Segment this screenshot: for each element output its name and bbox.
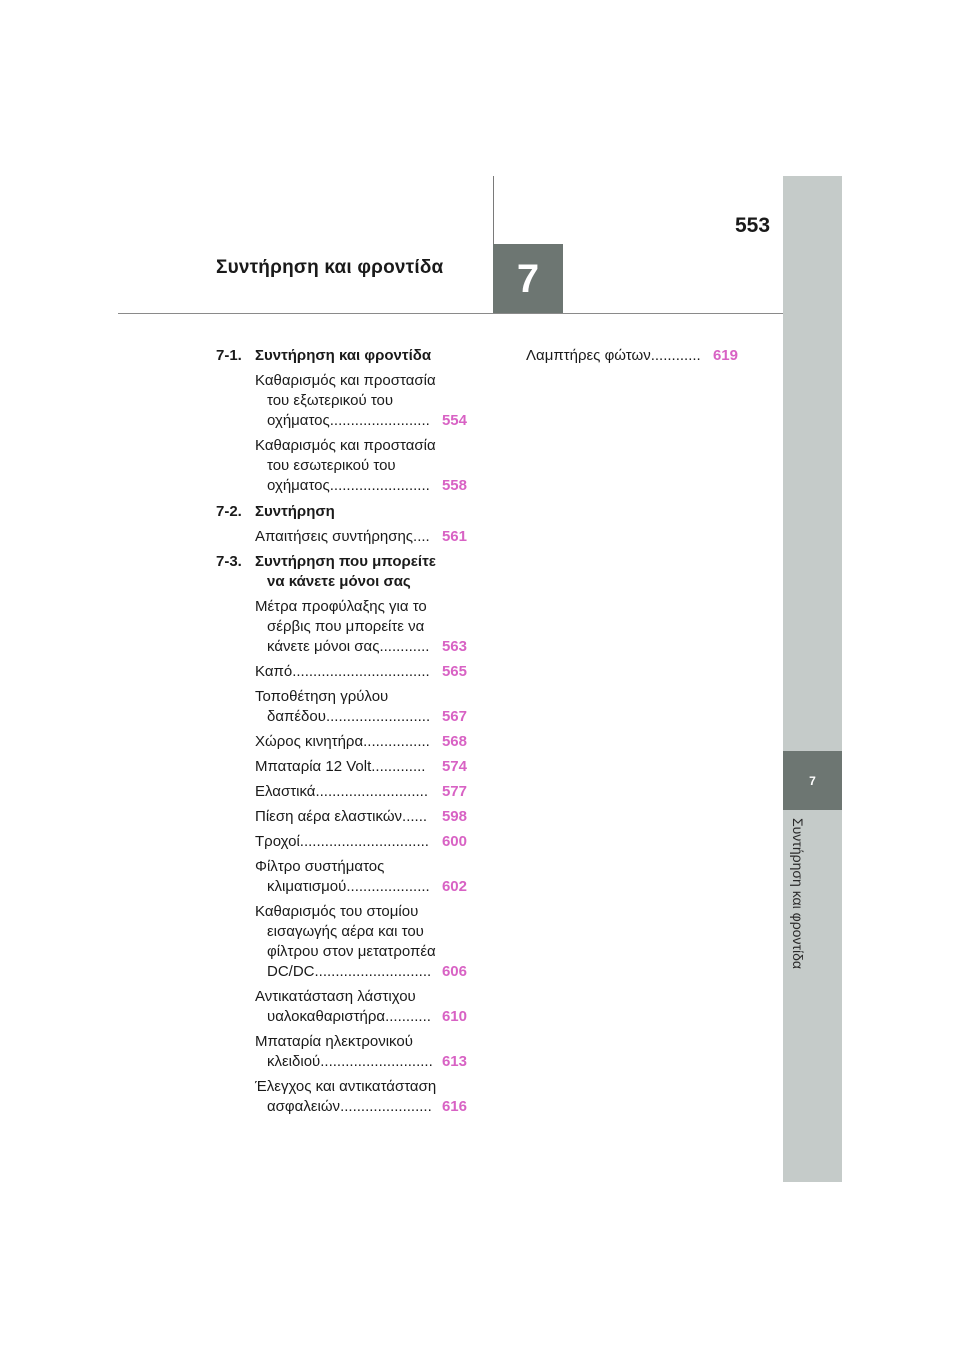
- entry-text-line: Μπαταρία ηλεκτρονικού: [255, 1033, 413, 1050]
- chapter-title: Συντήρηση και φροντίδα: [216, 257, 444, 278]
- leader-dots: ............: [379, 638, 430, 655]
- toc-section-7-3[interactable]: [216, 552, 436, 592]
- page-ref[interactable]: 568: [441, 733, 467, 750]
- entry-text-line: του εσωτερικού του: [267, 457, 396, 474]
- toc-entry-606[interactable]: [255, 902, 467, 982]
- page-ref[interactable]: 616: [441, 1098, 467, 1115]
- entry-text-line: DC/DC: [267, 963, 315, 980]
- section-title: Συντήρηση που μπορείτε: [255, 553, 436, 570]
- toc-entry-567[interactable]: [255, 687, 467, 727]
- page-ref[interactable]: 577: [441, 783, 467, 800]
- toc-section-7-2[interactable]: [216, 502, 335, 522]
- entry-text-line: υαλοκαθαριστήρα: [267, 1008, 386, 1025]
- toc-entry-610[interactable]: [255, 987, 467, 1027]
- page-ref[interactable]: 574: [441, 758, 467, 775]
- side-tab-number-box[interactable]: [783, 751, 842, 810]
- page-ref[interactable]: 600: [441, 833, 467, 850]
- leader-dots: ............: [650, 347, 701, 364]
- entry-text-line: οχήματος: [267, 477, 330, 494]
- page-ref[interactable]: 563: [441, 638, 467, 655]
- entry-text-line: Μέτρα προφύλαξης για το: [255, 598, 427, 615]
- leader-dots: ................: [363, 733, 430, 750]
- toc-entry-563[interactable]: [255, 597, 467, 657]
- leader-dots: .........................: [325, 708, 431, 725]
- toc-entry-598[interactable]: [255, 807, 467, 827]
- section-number: 7-3.: [216, 553, 242, 570]
- page-ref[interactable]: 602: [441, 878, 467, 895]
- toc-entry-565[interactable]: [255, 662, 467, 682]
- leader-dots: ...............................: [299, 833, 429, 850]
- page-ref[interactable]: 554: [441, 412, 467, 429]
- toc-entry-616[interactable]: [255, 1077, 467, 1117]
- toc-entry-600[interactable]: [255, 832, 467, 852]
- toc-section-7-1[interactable]: [216, 346, 431, 366]
- leader-dots: .............: [371, 758, 426, 775]
- toc-entry-613[interactable]: [255, 1032, 467, 1072]
- page-ref[interactable]: 619: [712, 347, 738, 364]
- section-number: 7-1.: [216, 347, 242, 364]
- toc-entry-554[interactable]: [255, 371, 467, 431]
- header-vertical-divider: [493, 176, 494, 246]
- entry-text-line: φίλτρου στον μετατροπέα: [267, 943, 436, 960]
- entry-text-line: του εξωτερικού του: [267, 392, 394, 409]
- page-ref[interactable]: 606: [441, 963, 467, 980]
- page-ref[interactable]: 567: [441, 708, 467, 725]
- entry-text-line: εισαγωγής αέρα και του: [267, 923, 424, 940]
- entry-text-line: Ελαστικά: [255, 783, 316, 800]
- section-title: Συντήρηση και φροντίδα: [255, 347, 432, 364]
- side-tab-label: Συντήρηση και φροντίδα: [790, 818, 806, 969]
- side-tab-strip: [783, 176, 842, 1182]
- chapter-number: 7: [516, 256, 540, 301]
- entry-text-line: οχήματος: [267, 412, 330, 429]
- header-divider: [118, 313, 783, 314]
- leader-dots: ...........................: [315, 783, 428, 800]
- page-ref[interactable]: 598: [441, 808, 467, 825]
- entry-text-line: Καθαρισμός του στομίου: [255, 903, 419, 920]
- entry-text-line: κλειδιού: [267, 1053, 321, 1070]
- entry-text-line: Λαμπτήρες φώτων: [526, 347, 651, 364]
- entry-text-line: Μπαταρία 12 Volt: [255, 758, 372, 775]
- entry-text-line: Φίλτρο συστήματος: [255, 858, 385, 875]
- toc-entry-619[interactable]: [526, 346, 738, 366]
- toc-entry-602[interactable]: [255, 857, 467, 897]
- leader-dots: ....: [413, 528, 430, 545]
- leader-dots: ............................: [314, 963, 432, 980]
- entry-text-line: Καπό: [255, 663, 293, 680]
- page-ref[interactable]: 613: [441, 1053, 467, 1070]
- entry-text-line: Καθαρισμός και προστασία: [255, 437, 436, 454]
- entry-text-line: ασφαλειών: [267, 1098, 341, 1115]
- section-number: 7-2.: [216, 503, 242, 520]
- toc-entry-558[interactable]: [255, 436, 467, 496]
- entry-text-line: Τροχοί: [255, 833, 300, 850]
- toc-entry-577[interactable]: [255, 782, 467, 802]
- toc-entry-561[interactable]: [255, 527, 467, 547]
- entry-text-line: Χώρος κινητήρα: [255, 733, 364, 750]
- entry-text-line: Πίεση αέρα ελαστικών: [255, 808, 403, 825]
- entry-text-line: Καθαρισμός και προστασία: [255, 372, 436, 389]
- entry-text-line: Αντικατάσταση λάστιχου: [255, 988, 416, 1005]
- section-title: Συντήρηση: [255, 503, 335, 520]
- toc-entry-568[interactable]: [255, 732, 467, 752]
- page-ref[interactable]: 558: [441, 477, 467, 494]
- page-number: 553: [735, 214, 771, 237]
- entry-text-line: Έλεγχος και αντικατάσταση: [255, 1078, 437, 1095]
- entry-text-line: Απαιτήσεις συντήρησης: [255, 528, 414, 545]
- entry-text-line: δαπέδου: [267, 708, 326, 725]
- side-tab-number: 7: [809, 773, 816, 788]
- leader-dots: ......: [402, 808, 428, 825]
- page-ref[interactable]: 561: [441, 528, 467, 545]
- page-ref[interactable]: 610: [441, 1008, 467, 1025]
- leader-dots: ...........: [385, 1008, 431, 1025]
- leader-dots: ...........................: [320, 1053, 433, 1070]
- entry-text-line: κλιματισμού: [267, 878, 347, 895]
- toc-entry-574[interactable]: [255, 757, 467, 777]
- leader-dots: ......................: [340, 1098, 432, 1115]
- chapter-number-box: [493, 244, 563, 314]
- entry-text-line: σέρβις που μπορείτε να: [267, 618, 425, 635]
- page-ref[interactable]: 565: [441, 663, 467, 680]
- entry-text-line: κάνετε μόνοι σας: [267, 638, 380, 655]
- leader-dots: ....................: [346, 878, 430, 895]
- entry-text-line: Τοποθέτηση γρύλου: [255, 688, 389, 705]
- leader-dots: ........................: [329, 477, 430, 494]
- leader-dots: .................................: [292, 663, 430, 680]
- leader-dots: ........................: [329, 412, 430, 429]
- section-title: να κάνετε μόνοι σας: [267, 573, 411, 590]
